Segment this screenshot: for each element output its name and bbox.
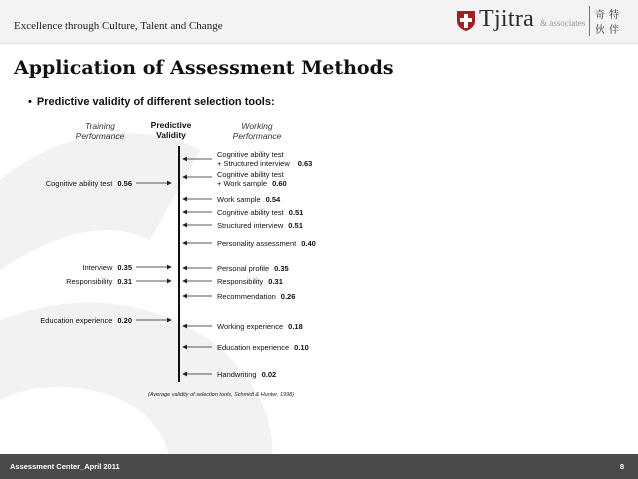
footer-bar — [0, 454, 638, 479]
working-item-value: 0.51 — [288, 208, 304, 217]
predictive-header-line2: Validity — [156, 130, 186, 140]
logo-chinese-line2: 伙伴 — [595, 25, 623, 36]
training-item-label: Interview — [82, 263, 113, 272]
working-item-label: Responsibility — [217, 277, 264, 286]
working-item — [217, 343, 309, 352]
working-item-value: 0.02 — [261, 370, 277, 379]
training-item — [66, 277, 132, 286]
working-item-label: Structured interview — [217, 221, 284, 230]
bullet-icon: • — [28, 96, 32, 108]
logo-suffix: & associates — [540, 18, 586, 28]
training-item-label: Responsibility — [66, 277, 113, 286]
working-item — [217, 239, 316, 248]
bullet-point — [28, 96, 275, 108]
working-item — [217, 208, 303, 217]
logo-chinese-line1: 奇特 — [595, 10, 623, 21]
working-item-value: 0.51 — [288, 221, 303, 230]
working-item-label-line1: Cognitive ability test — [217, 150, 284, 159]
working-item — [217, 221, 303, 230]
working-item-label: Education experience — [217, 343, 290, 352]
source-note: (Average validity of selection tools, Schmidt & Hunter, 1998) — [148, 392, 295, 398]
validity-axis — [178, 146, 180, 382]
training-item-value: 0.31 — [117, 277, 132, 286]
working-item — [217, 292, 295, 301]
training-item-value: 0.35 — [117, 263, 132, 272]
working-item-label: Personality assessment — [217, 239, 297, 248]
working-item-value: 0.40 — [301, 239, 316, 248]
working-item-value: 0.18 — [288, 322, 303, 331]
training-item — [82, 263, 132, 272]
working-item-label: Personal profile — [217, 264, 270, 273]
working-item-label-line2: + Structured interview — [217, 159, 290, 168]
working-performance-header — [228, 121, 286, 141]
working-item — [217, 150, 312, 168]
working-item-label-line1: Cognitive ability test — [217, 170, 284, 179]
working-item — [217, 195, 280, 204]
working-item — [217, 264, 289, 273]
working-item-label: Working experience — [217, 322, 284, 331]
working-item-value: 0.63 — [297, 159, 313, 168]
training-item-value: 0.20 — [117, 316, 132, 325]
working-item — [217, 322, 303, 331]
working-item-value: 0.10 — [294, 343, 309, 352]
training-item — [40, 316, 132, 325]
training-performance-header — [74, 121, 126, 141]
working-header-line2: Performance — [232, 131, 282, 141]
logo-shield-icon — [456, 10, 476, 32]
working-item-label: Recommendation — [217, 292, 276, 301]
working-item — [217, 170, 287, 188]
training-header-line2: Performance — [75, 131, 125, 141]
tagline: Excellence through Culture, Talent and Change — [14, 20, 223, 32]
header-band — [0, 0, 638, 44]
page-number: 8 — [619, 462, 624, 471]
working-item-value: 0.35 — [274, 264, 289, 273]
working-item-value: 0.54 — [265, 195, 281, 204]
working-item-label: Handwriting — [217, 370, 257, 379]
training-item-label: Education experience — [40, 316, 113, 325]
training-header-line1: Training — [84, 121, 116, 131]
working-item-label: Cognitive ability test — [217, 208, 284, 217]
predictive-header-line1: Predictive — [150, 120, 192, 130]
working-header-line1: Working — [241, 121, 273, 131]
working-item-value: 0.31 — [268, 277, 283, 286]
working-item-value: 0.26 — [280, 292, 296, 301]
training-item-label: Cognitive ability test — [45, 179, 113, 188]
working-item-value: 0.60 — [272, 179, 287, 188]
slide-title: Application of Assessment Methods — [14, 57, 394, 79]
footer-title: Assessment Center_April 2011 — [10, 462, 120, 471]
bullet-text: Predictive validity of different selection tools: — [36, 96, 275, 108]
logo-name: Tjitra — [479, 6, 535, 32]
logo-divider — [589, 6, 590, 36]
predictive-validity-header — [146, 120, 196, 140]
working-item — [217, 277, 283, 286]
working-item-label: Work sample — [217, 195, 261, 204]
training-item-value: 0.56 — [117, 179, 132, 188]
working-item — [217, 370, 276, 379]
training-item — [46, 179, 132, 188]
working-item-label-line2: + Work sample — [217, 179, 268, 188]
